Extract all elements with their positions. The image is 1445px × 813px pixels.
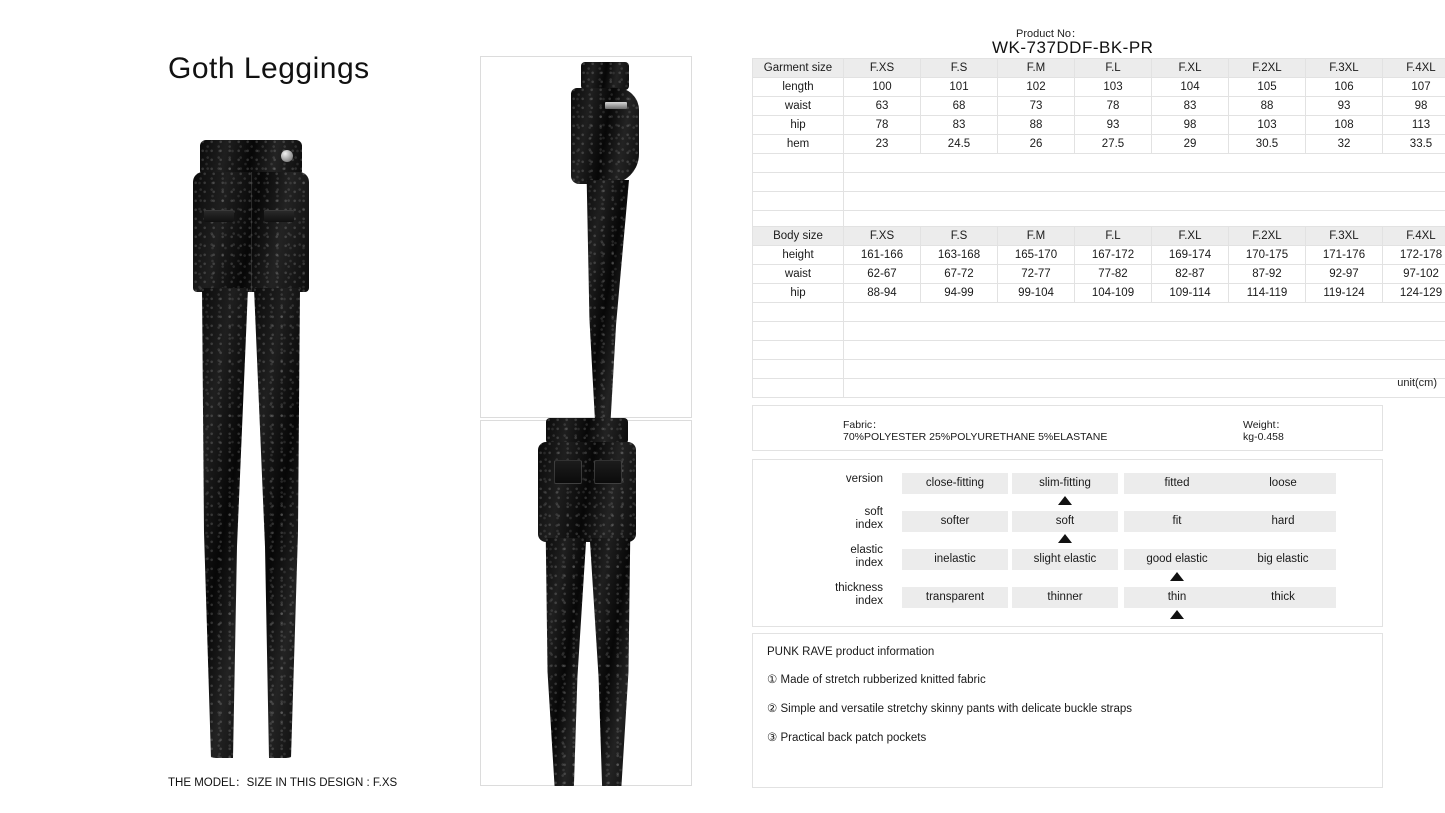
side-waistband: [581, 62, 629, 90]
garment-cell: 27.5: [1075, 135, 1152, 154]
garment-header-cell: F.2XL: [1229, 59, 1306, 78]
garment-header-cell: F.M: [998, 59, 1075, 78]
front-pocket-right: [264, 210, 294, 222]
index-option[interactable]: soft: [1012, 511, 1118, 532]
body-header-cell: F.4XL: [1383, 227, 1445, 246]
body-header-cell: Body size: [753, 227, 844, 246]
garment-cell: 23: [844, 135, 921, 154]
garment-header-cell: F.L: [1075, 59, 1152, 78]
product-no-value: WK-737DDF-BK-PR: [992, 38, 1154, 57]
body-cell: 172-178: [1383, 246, 1445, 265]
index-option[interactable]: loose: [1230, 473, 1336, 494]
front-view-garment-image: [186, 140, 316, 760]
index-option[interactable]: good elastic: [1124, 549, 1230, 570]
garment-cell: 93: [1075, 116, 1152, 135]
index-selection-marker-icon: [1170, 572, 1184, 581]
garment-cell: 68: [921, 97, 998, 116]
garment-empty-cell: [844, 192, 1445, 211]
unit-label: unit(cm): [1397, 377, 1437, 389]
garment-cell: 33.5: [1383, 135, 1445, 154]
back-patch-pocket-left: [554, 460, 582, 484]
garment-cell: 78: [1075, 97, 1152, 116]
garment-cell: 106: [1306, 78, 1383, 97]
body-empty-cell: [844, 379, 1445, 398]
table-row-empty: [753, 379, 1445, 398]
garment-cell: 105: [1229, 78, 1306, 97]
garment-cell: 98: [1383, 97, 1445, 116]
index-label: soft: [864, 506, 883, 518]
garment-size-table: [752, 58, 1445, 230]
body-cell: 170-175: [1229, 246, 1306, 265]
body-header-cell: F.3XL: [1306, 227, 1383, 246]
index-label-line2: index: [855, 557, 883, 569]
back-waistband: [546, 418, 628, 444]
table-row: [753, 116, 1445, 135]
garment-cell: 98: [1152, 116, 1229, 135]
garment-header-cell: F.XS: [844, 59, 921, 78]
weight-value: kg-0.458: [1243, 431, 1284, 443]
body-cell: 167-172: [1075, 246, 1152, 265]
index-option[interactable]: inelastic: [902, 549, 1008, 570]
index-option[interactable]: fit: [1124, 511, 1230, 532]
back-hip-panel: [538, 442, 636, 542]
front-leg-left: [200, 288, 250, 758]
garment-header-row: [753, 59, 1445, 78]
info-line-list: [767, 672, 1368, 744]
garment-cell: 88: [1229, 97, 1306, 116]
table-row-empty: [753, 154, 1445, 173]
garment-cell: 93: [1306, 97, 1383, 116]
index-option[interactable]: fitted: [1124, 473, 1230, 494]
body-size-table: [752, 226, 1445, 398]
table-row-empty: [753, 322, 1445, 341]
body-empty-label: [753, 360, 844, 379]
index-option[interactable]: transparent: [902, 587, 1008, 608]
body-cell: 97-102: [1383, 265, 1445, 284]
body-cell: 124-129: [1383, 284, 1445, 303]
garment-cell: 24.5: [921, 135, 998, 154]
index-option[interactable]: hard: [1230, 511, 1336, 532]
index-selection-marker-icon: [1058, 534, 1072, 543]
index-option[interactable]: slim-fitting: [1012, 473, 1118, 494]
index-selection-marker-icon: [1170, 610, 1184, 619]
body-header-cell: F.XL: [1152, 227, 1229, 246]
garment-cell: 30.5: [1229, 135, 1306, 154]
body-cell: 67-72: [921, 265, 998, 284]
garment-cell: 88: [998, 116, 1075, 135]
index-option[interactable]: slight elastic: [1012, 549, 1118, 570]
garment-empty-cell: [844, 173, 1445, 192]
front-center-seam: [251, 172, 252, 292]
body-header-row: [753, 227, 1445, 246]
garment-cell: 108: [1306, 116, 1383, 135]
garment-cell: 103: [1075, 78, 1152, 97]
body-cell: 92-97: [1306, 265, 1383, 284]
garment-cell: 32: [1306, 135, 1383, 154]
side-view-garment-image: [561, 62, 651, 422]
garment-cell: 26: [998, 135, 1075, 154]
body-header-cell: F.S: [921, 227, 998, 246]
garment-header-cell: F.4XL: [1383, 59, 1445, 78]
garment-cell: 103: [1229, 116, 1306, 135]
side-leg: [583, 180, 629, 420]
back-view-garment-image: [532, 418, 642, 788]
body-empty-cell: [844, 360, 1445, 379]
index-option[interactable]: big elastic: [1230, 549, 1336, 570]
garment-cell: 113: [1383, 116, 1445, 135]
product-image-panel: [0, 0, 470, 813]
product-information-box: [752, 633, 1383, 788]
model-size-note: THE MODEL：SIZE IN THIS DESIGN : F.XS: [168, 777, 398, 789]
body-empty-label: [753, 303, 844, 322]
index-selection-marker-icon: [1058, 496, 1072, 505]
body-cell: 88-94: [844, 284, 921, 303]
garment-cell: 78: [844, 116, 921, 135]
body-cell: 169-174: [1152, 246, 1229, 265]
garment-cell: 102: [998, 78, 1075, 97]
index-option[interactable]: thick: [1230, 587, 1336, 608]
info-line: ② Simple and versatile stretchy skinny pants with delicate buckle straps: [767, 703, 1133, 715]
product-no-label: Product No：: [1016, 28, 1083, 40]
table-row: [753, 246, 1445, 265]
index-label-wrap: [763, 473, 883, 486]
index-option[interactable]: softer: [902, 511, 1008, 532]
body-header-cell: F.M: [998, 227, 1075, 246]
index-label: thickness: [835, 582, 883, 594]
body-cell: 94-99: [921, 284, 998, 303]
garment-header-cell: Garment size: [753, 59, 844, 78]
body-empty-label: [753, 322, 844, 341]
garment-empty-cell: [844, 154, 1445, 173]
garment-row-label: waist: [753, 97, 844, 116]
body-cell: 165-170: [998, 246, 1075, 265]
info-title: PUNK RAVE product information: [767, 646, 935, 658]
body-header-cell: F.L: [1075, 227, 1152, 246]
table-row-empty: [753, 360, 1445, 379]
body-empty-label: [753, 341, 844, 360]
body-cell: 77-82: [1075, 265, 1152, 284]
body-cell: 119-124: [1306, 284, 1383, 303]
index-row-thickness: [753, 582, 1384, 619]
garment-cell: 104: [1152, 78, 1229, 97]
back-leg-left: [544, 538, 588, 786]
index-label-wrap: [763, 582, 883, 608]
garment-row-label: hip: [753, 116, 844, 135]
garment-row-label: hem: [753, 135, 844, 154]
index-label-line2: index: [855, 595, 883, 607]
garment-header-cell: F.XL: [1152, 59, 1229, 78]
garment-cell: 83: [921, 116, 998, 135]
body-empty-cell: [844, 303, 1445, 322]
info-line: ③ Practical back patch pockets: [767, 732, 927, 744]
table-row: [753, 97, 1445, 116]
body-empty-cell: [844, 341, 1445, 360]
garment-cell: 29: [1152, 135, 1229, 154]
body-cell: 171-176: [1306, 246, 1383, 265]
garment-header-cell: F.S: [921, 59, 998, 78]
body-cell: 104-109: [1075, 284, 1152, 303]
info-line: ① Made of stretch rubberized knitted fabric: [767, 674, 986, 686]
index-row-soft: [753, 506, 1384, 543]
garment-cell: 63: [844, 97, 921, 116]
body-cell: 99-104: [998, 284, 1075, 303]
body-size-table-wrapper: [752, 226, 1445, 398]
page-title: Goth Leggings: [168, 52, 370, 85]
body-cell: 163-168: [921, 246, 998, 265]
garment-cell: 107: [1383, 78, 1445, 97]
body-empty-label: [753, 379, 844, 398]
garment-cell: 83: [1152, 97, 1229, 116]
garment-empty-label: [753, 154, 844, 173]
body-cell: 109-114: [1152, 284, 1229, 303]
fabric-info-box: [752, 405, 1383, 451]
index-option[interactable]: thinner: [1012, 587, 1118, 608]
index-label-wrap: [763, 544, 883, 570]
product-index-box: [752, 459, 1383, 627]
front-leg-right: [252, 288, 302, 758]
buckle-strap-icon: [605, 102, 627, 109]
garment-cell: 100: [844, 78, 921, 97]
body-cell: 114-119: [1229, 284, 1306, 303]
body-cell: 62-67: [844, 265, 921, 284]
body-cell: 87-92: [1229, 265, 1306, 284]
table-row-empty: [753, 173, 1445, 192]
waist-button-icon: [281, 150, 293, 162]
back-patch-pocket-right: [594, 460, 622, 484]
body-header-cell: F.2XL: [1229, 227, 1306, 246]
garment-size-table-wrapper: [752, 58, 1445, 230]
index-option[interactable]: thin: [1124, 587, 1230, 608]
garment-empty-label: [753, 192, 844, 211]
garment-cell: 101: [921, 78, 998, 97]
garment-cell: 73: [998, 97, 1075, 116]
index-option[interactable]: close-fitting: [902, 473, 1008, 494]
garment-row-label: length: [753, 78, 844, 97]
index-label: elastic: [850, 544, 883, 556]
table-row: [753, 265, 1445, 284]
body-cell: 161-166: [844, 246, 921, 265]
body-row-label: waist: [753, 265, 844, 284]
table-row-empty: [753, 341, 1445, 360]
table-row: [753, 284, 1445, 303]
table-row-empty: [753, 303, 1445, 322]
index-label-wrap: [763, 506, 883, 532]
body-empty-cell: [844, 322, 1445, 341]
front-pocket-left: [204, 210, 234, 222]
body-header-cell: F.XS: [844, 227, 921, 246]
table-row: [753, 78, 1445, 97]
garment-header-cell: F.3XL: [1306, 59, 1383, 78]
weight-label: Weight：: [1243, 419, 1286, 431]
body-cell: 72-77: [998, 265, 1075, 284]
index-label: version: [845, 473, 883, 485]
spec-panel: [752, 0, 1445, 813]
body-cell: 82-87: [1152, 265, 1229, 284]
index-row-elastic: [753, 544, 1384, 581]
back-leg-right: [588, 538, 632, 786]
body-row-label: hip: [753, 284, 844, 303]
table-row-empty: [753, 192, 1445, 211]
fabric-composition: 70%POLYESTER 25%POLYURETHANE 5%ELASTANE: [843, 431, 1108, 443]
table-row: [753, 135, 1445, 154]
fabric-label: Fabric：: [843, 419, 883, 431]
body-row-label: height: [753, 246, 844, 265]
garment-empty-label: [753, 173, 844, 192]
index-label-line2: index: [855, 519, 883, 531]
index-row-version: [753, 468, 1384, 505]
